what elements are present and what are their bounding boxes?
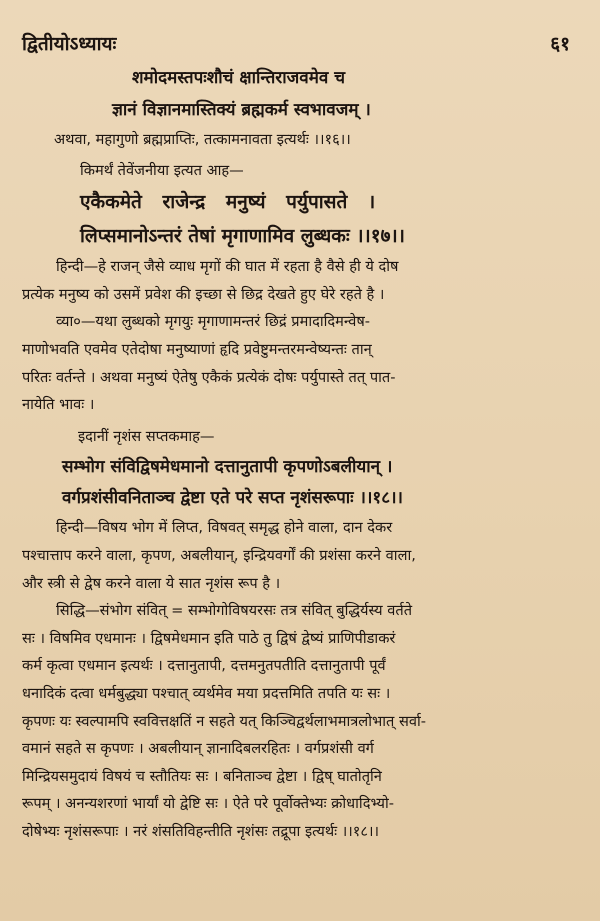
hindi-translation-18-line-1: हिन्दी—विषय भोग में लिप्त, विषवत् समृद्ध होने वाला, दान देकर bbox=[56, 519, 393, 537]
verse-18-line-2: वर्गप्रशंसीवनिताञ्च द्वेष्टा एते परे सप्त नृशंसरूपाः ।।१८।। bbox=[62, 488, 403, 509]
siddhi-line-5: कृपणः यः स्वल्पामपि स्ववित्तक्षतिं न सहते यत् किञ्चिद्वर्थलाभमात्रलोभात् सर्वा- bbox=[22, 712, 426, 730]
verse-16-line-1: शमोदमस्तपःशौचं क्षान्तिराजवमेव च bbox=[132, 68, 346, 88]
vyakhya-line-3: परितः वर्तन्ते । अथवा मनुष्यं ऐतेषु एकैकं प्रत्येकं दोषः पर्युपास्ते तत् पात- bbox=[22, 368, 396, 386]
vyakhya-line-1: व्या०—यथा लुब्धको मृगयुः मृगाणामन्तरं छिद्रं प्रमादादिमन्वेष- bbox=[56, 313, 371, 331]
intro-line: इदानीं नृशंस सप्तकमाह— bbox=[78, 427, 215, 445]
hindi-translation-17-line-1: हिन्दी—हे राजन् जैसे व्याध मृगों की घात में रहता है वैसे ही ये दोष bbox=[56, 258, 399, 276]
siddhi-line-4: धनादिकं दत्वा धर्मबुद्ध्या पश्चात् व्यर्थमेव मया प्रदत्तमिति तपति यः सः । bbox=[22, 684, 391, 702]
siddhi-line-3: कर्म कृत्वा एधमान इत्यर्थः । दत्तानुतापी, दत्तमनुतपतीति दत्तानुतापी पूर्वं bbox=[22, 657, 386, 675]
hindi-translation-18-line-3: और स्त्री से द्वेष करने वाला ये सात नृशंस रूप है । bbox=[22, 574, 281, 592]
siddhi-line-2: सः । विषमिव एधमानः । द्विषमेधमान इति पाठे तु द्विषं द्वेष्यं प्राणिपीडाकरं bbox=[22, 629, 396, 647]
siddhi-line-9: दोषेभ्यः नृशंसरूपाः । नरं शंसतिविहन्तीति नृशंसः तद्रूपा इत्यर्थः ।।१८।। bbox=[22, 822, 380, 840]
vyakhya-line-4: नायेति भावः । bbox=[22, 396, 95, 414]
siddhi-line-1: सिद्धि—संभोग संवित् = सम्भोगोविषयरसः तत्र संवित् बुद्धिर्यस्य वर्तते bbox=[56, 602, 413, 620]
intro-line: किमर्थं तेवेंजनीया इत्यत आह— bbox=[80, 161, 244, 179]
hindi-translation-18-line-2: पश्चात्ताप करने वाला, कृपण, अबलीयान्, इन्द्रियवर्गों की प्रशंसा करने वाला, bbox=[22, 546, 416, 564]
chapter-title: द्वितीयोऽध्यायः bbox=[22, 33, 117, 55]
page-header bbox=[20, 30, 578, 56]
verse-16-line-2: ज्ञानं विज्ञानमास्तिक्यं ब्रह्मकर्म स्वभावजम् । bbox=[112, 100, 371, 120]
siddhi-line-6: वमानं सहते स कृपणः । अबलीयान् ज्ञानादिबलरहितः । वर्गप्रशंसी वर्ग bbox=[22, 740, 374, 758]
siddhi-line-7: मिन्द्रियसमुदायं विषयं च स्तौतियः सः । बनिताञ्च द्वेष्टा । द्विष् घातोतृनि bbox=[22, 767, 382, 785]
verse-18-line-1: सम्भोग संविद्विषमेधमानो दत्तानुतापी कृपणोऽबलीयान् । bbox=[62, 457, 393, 478]
vyakhya-line-2: माणोभवति एवमेव एतेदोषा मनुष्याणां हृदि प्रवेष्टुमन्तरमन्वेष्यन्तः तान् bbox=[22, 340, 372, 358]
commentary-line: अथवा, महागुणो ब्रह्मप्राप्तिः, तत्कामनावता इत्यर्थः ।।१६।। bbox=[54, 131, 351, 148]
page-number: ६१ bbox=[550, 33, 570, 55]
verse-17-line-2: लिप्समानोऽन्तरं तेषां मृगाणामिव लुब्धकः ।।१७।। bbox=[80, 225, 405, 248]
siddhi-line-8: रूपम् । अनन्यशरणां भार्यां यो द्वेष्टि सः । ऐते परे पूर्वोक्तेभ्यः क्रोधादिभ्यो- bbox=[22, 795, 395, 813]
verse-17-line-1: एकैकमेते राजेन्द्र मनुष्यं पर्युपासते । bbox=[80, 191, 376, 214]
hindi-translation-17-line-2: प्रत्येक मनुष्य को उसमें प्रवेश की इच्छा से छिद्र देखते हुए घेरे रहते है । bbox=[22, 285, 385, 303]
